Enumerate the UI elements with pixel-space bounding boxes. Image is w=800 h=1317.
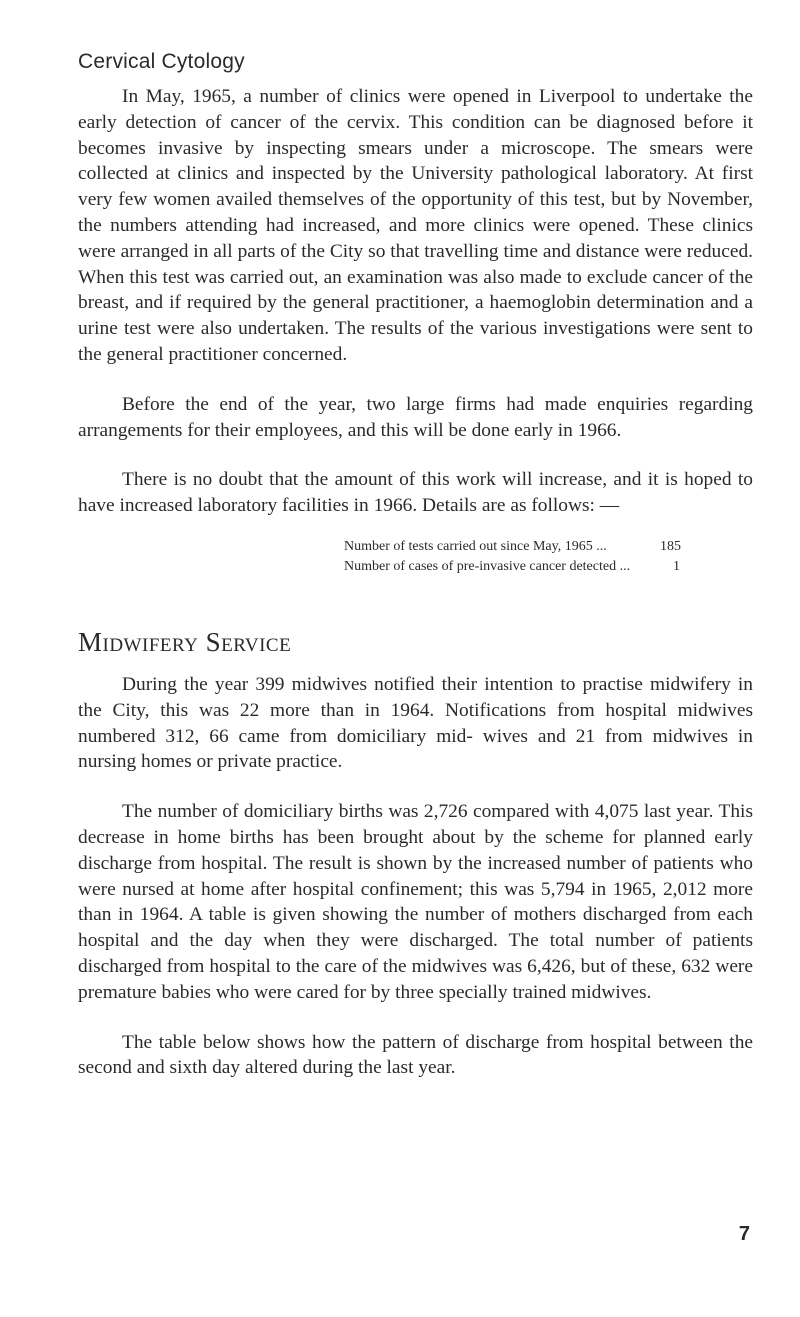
- cervical-paragraph-2: Before the end of the year, two large firms had made enquiries regarding arrangements for their employees, and this will be done early in 1966.: [78, 393, 753, 441]
- cervical-paragraph-3: There is no doubt that the amount of this work will increase, and it is hoped to have increased laboratory facilities in 1966. Details are as follows: —: [78, 469, 753, 517]
- cervical-paragraph-1: In May, 1965, a number of clinics were opened in Liverpool to undertake the early detection of cancer of the cervix. This condition can be diagnosed before it becomes invasive by inspecting smears under a microscope. The smears were collected at clinics and inspected by the University pathological laboratory. At first very few women availed themselves of the opportunity of this test, but by November, the numbers attending had increased, and more clinics were opened. These clinics were arranged in all parts of the City so that travelling time and distance were reduced. When this test was carried out, an examination was also made to exclude cancer of the breast, and if required by the general practitioner, a haemoglobin determination and a urine test were also undertaken. The results of the various investigations were sent to the general practitioner concerned.: [78, 86, 753, 365]
- details-value-cases: 1: [673, 558, 680, 574]
- midwifery-paragraph-2: The number of domiciliary births was 2,726 compared with 4,075 last year. This decrease in home births has been brought about by the scheme for planned early discharge from hospital. The result is shown by the increased number of patients who were nursed at home after hospital confinement; this was 5,794 in 1965, 2,012 more than in 1964. A table is given showing the number of mothers discharged from each hospital and the day when they were discharged. The total number of patients discharged from hospital to the care of the midwives was 6,426, but of these, 632 were premature babies who were cared for by three specially trained midwives.: [78, 801, 753, 1003]
- page-number: 7: [738, 1223, 750, 1245]
- midwifery-service-heading: Midwifery Service: [78, 626, 292, 657]
- details-value-tests: 185: [660, 538, 681, 554]
- details-label-cases: Number of cases of pre-invasive cancer detected ...: [344, 558, 631, 574]
- midwifery-paragraph-1: During the year 399 midwives notified their intention to practise midwifery in the City, this was 22 more than in 1964. Notifications from hospital midwives numbered 312, 66 came from domiciliary mid- wives and 21 from midwives in nursing homes or private practice.: [78, 673, 753, 773]
- details-label-tests: Number of tests carried out since May, 1965 ...: [344, 538, 607, 554]
- cervical-details-list: [78, 537, 753, 577]
- page-content: [78, 50, 753, 1105]
- midwifery-paragraph-3: The table below shows how the pattern of discharge from hospital between the second and sixth day altered during the last year.: [78, 1031, 753, 1079]
- details-row-cases: [78, 557, 753, 577]
- cervical-cytology-heading: Cervical Cytology: [78, 50, 245, 73]
- details-row-tests: [78, 537, 753, 557]
